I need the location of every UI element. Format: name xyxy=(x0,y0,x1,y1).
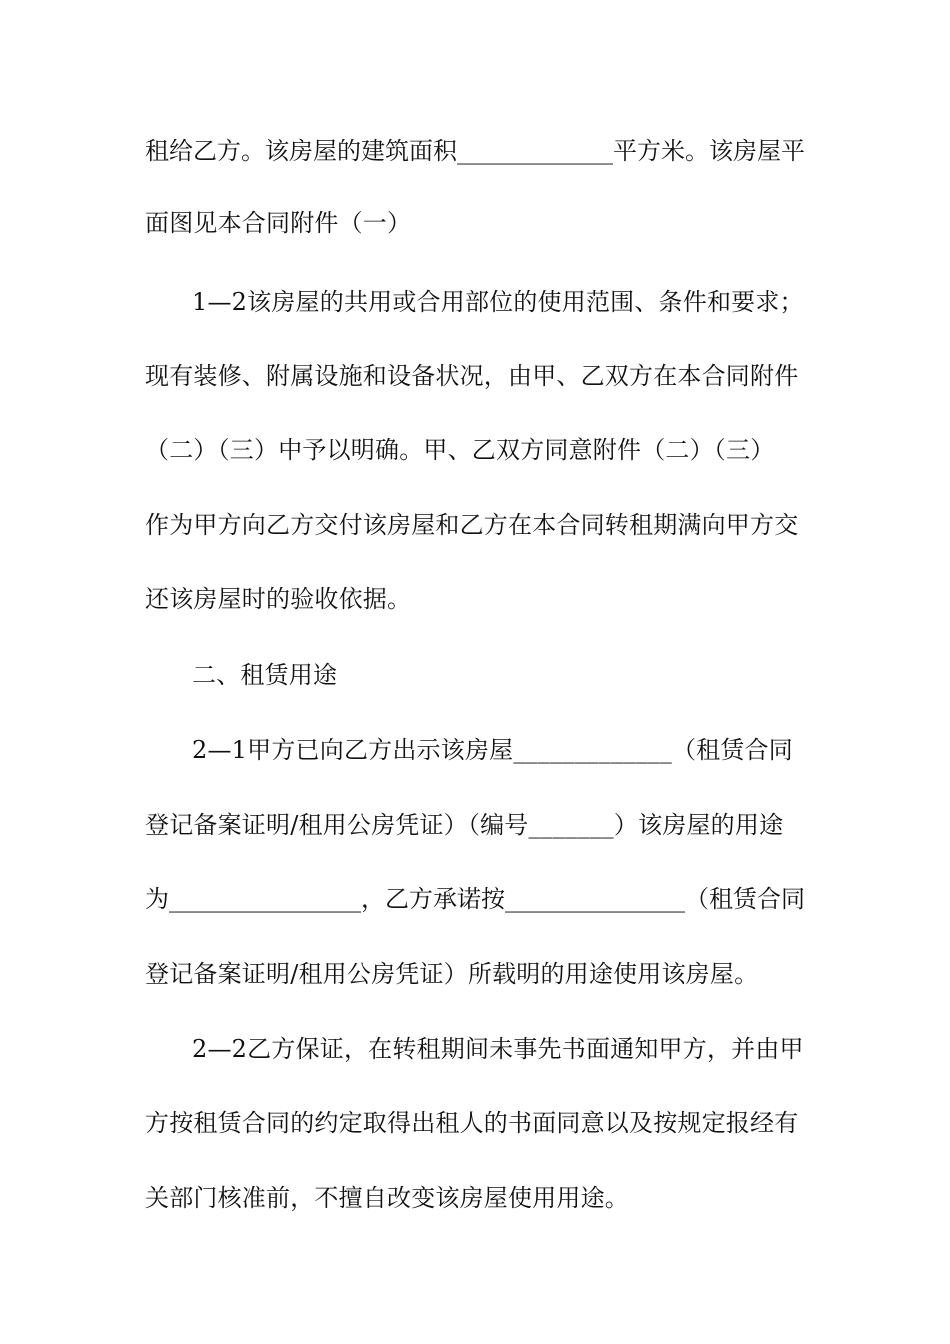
paragraph-line: 租给乙方。该房屋的建筑面积_____________平方米。该房屋平 xyxy=(145,137,805,165)
paragraph-line: 登记备案证明/租用公房凭证）（编号_______）该房屋的用途 xyxy=(145,811,784,839)
paragraph-line: （二）（三）中予以明确。甲、乙双方同意附件（二）（三） xyxy=(145,436,775,464)
paragraph-line: 面图见本合同附件（一） xyxy=(145,209,412,237)
paragraph-line: 作为甲方向乙方交付该房屋和乙方在本合同转租期满向甲方交 xyxy=(145,511,799,539)
clause-2-2-line: 2—2乙方保证，在转租期间未事先书面通知甲方，并由甲 xyxy=(192,1035,804,1063)
section-heading: 二、租赁用途 xyxy=(192,661,338,689)
paragraph-line: 为________________，乙方承诺按_______________（租赁合同 xyxy=(145,885,805,913)
paragraph-line: 还该房屋时的验收依据。 xyxy=(145,585,412,613)
paragraph-line: 方按租赁合同的约定取得出租人的书面同意以及按规定报经有 xyxy=(145,1109,799,1137)
paragraph-line: 关部门核准前，不擅自改变该房屋使用用途。 xyxy=(145,1184,629,1212)
clause-2-1-line: 2—1甲方已向乙方出示该房屋_____________（租赁合同 xyxy=(192,736,793,764)
paragraph-line: 登记备案证明/租用公房凭证）所载明的用途使用该房屋。 xyxy=(145,960,759,988)
paragraph-line: 现有装修、附属设施和设备状况，由甲、乙双方在本合同附件 xyxy=(145,362,799,390)
clause-1-2-line: 1—2该房屋的共用或合用部位的使用范围、条件和要求； xyxy=(192,288,804,316)
